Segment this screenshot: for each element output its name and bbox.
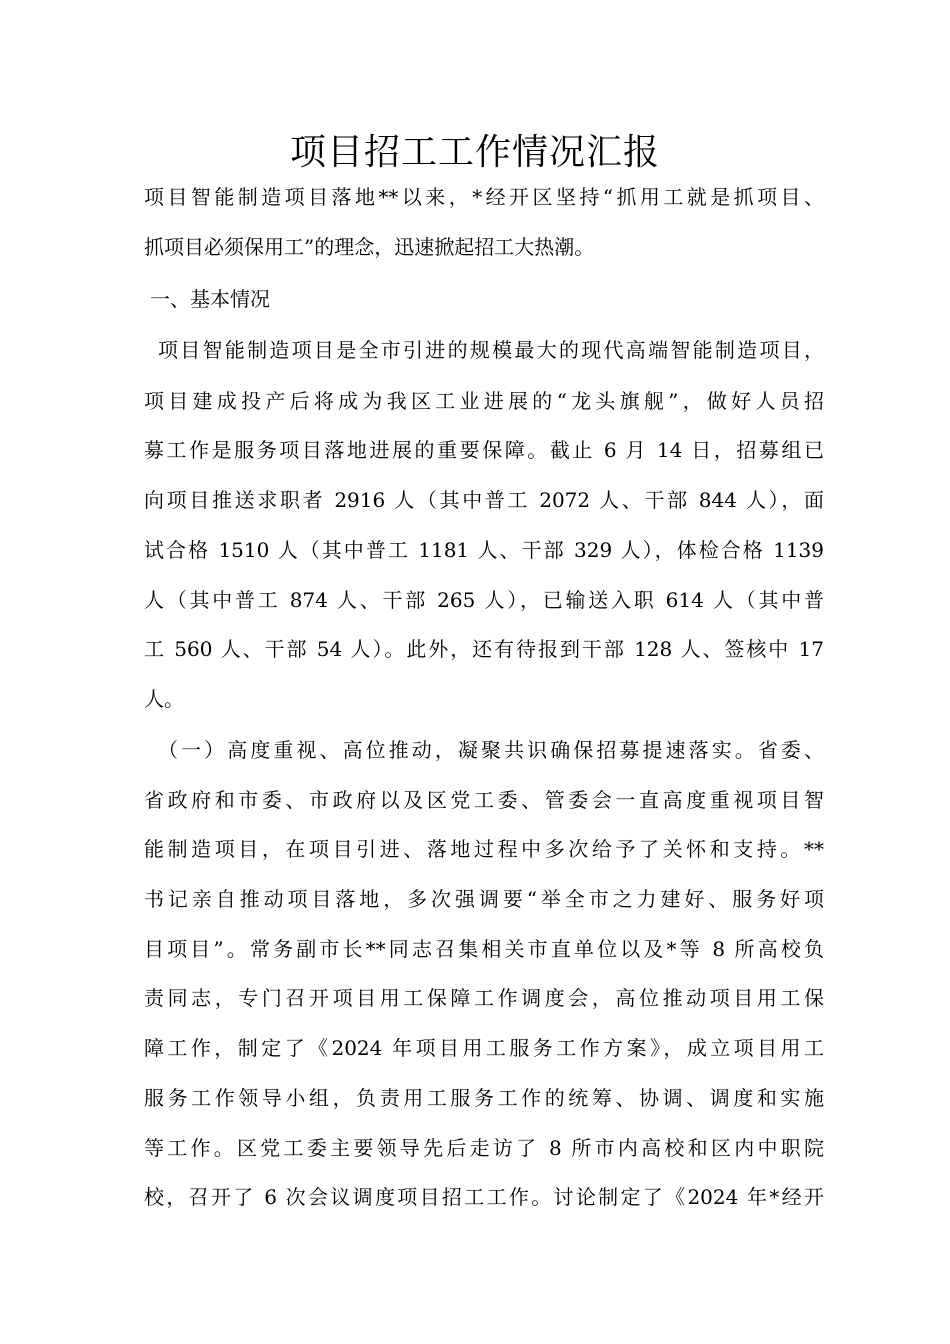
paragraph-line: 服务工作领导小组，负责用工服务工作的统筹、协调、调度和实施 xyxy=(144,1086,824,1110)
paragraph-line: 人（其中普工 874 人、干部 265 人），已输送入职 614 人（其中普 xyxy=(144,588,824,612)
paragraph-line: 校，召开了 6 次会议调度项目招工工作。讨论制定了《2024 年*经开 xyxy=(144,1185,824,1209)
paragraph-line: （一）高度重视、高位推动，凝聚共识确保招募提速落实。省委、 xyxy=(158,738,824,762)
paragraph-line: 抓项目必须保用工”的理念，迅速掀起招工大热潮。 xyxy=(144,235,595,259)
paragraph-line: 责同志，专门召开项目用工保障工作调度会，高位推动项目用工保 xyxy=(144,986,824,1010)
paragraph-line: 向项目推送求职者 2916 人（其中普工 2072 人、干部 844 人），面 xyxy=(144,488,824,512)
paragraph-line: 工 560 人、干部 54 人）。此外，还有待报到干部 128 人、签核中 17 xyxy=(144,637,824,661)
paragraph-line: 省政府和市委、市政府以及区党工委、管委会一直高度重视项目智 xyxy=(144,788,824,812)
paragraph-line: 项目智能制造项目是全市引进的规模最大的现代高端智能制造项目， xyxy=(158,338,824,362)
paragraph-line: 目项目”。常务副市长**同志召集相关市直单位以及*等 8 所高校负 xyxy=(144,937,824,961)
document-title: 项目招工工作情况汇报 xyxy=(289,132,660,173)
paragraph-line: 项目智能制造项目落地**以来，*经开区坚持“抓用工就是抓项目、 xyxy=(144,185,824,209)
paragraph-line: 人。 xyxy=(144,687,184,711)
section-heading: 一、基本情况 xyxy=(150,287,270,311)
paragraph-line: 项目建成投产后将成为我区工业进展的“龙头旗舰”，做好人员招 xyxy=(144,389,824,413)
paragraph-line: 能制造项目，在项目引进、落地过程中多次给予了关怀和支持。** xyxy=(144,837,824,861)
paragraph-line: 障工作，制定了《2024 年项目用工服务工作方案》，成立项目用工 xyxy=(144,1036,824,1060)
paragraph-line: 等工作。区党工委主要领导先后走访了 8 所市内高校和区内中职院 xyxy=(144,1136,824,1160)
paragraph-line: 试合格 1510 人（其中普工 1181 人、干部 329 人），体检合格 1139 xyxy=(144,538,824,562)
paragraph-line: 书记亲自推动项目落地，多次强调要“举全市之力建好、服务好项 xyxy=(144,887,824,911)
paragraph-line: 募工作是服务项目落地进展的重要保障。截止 6 月 14 日，招募组已 xyxy=(144,438,824,462)
